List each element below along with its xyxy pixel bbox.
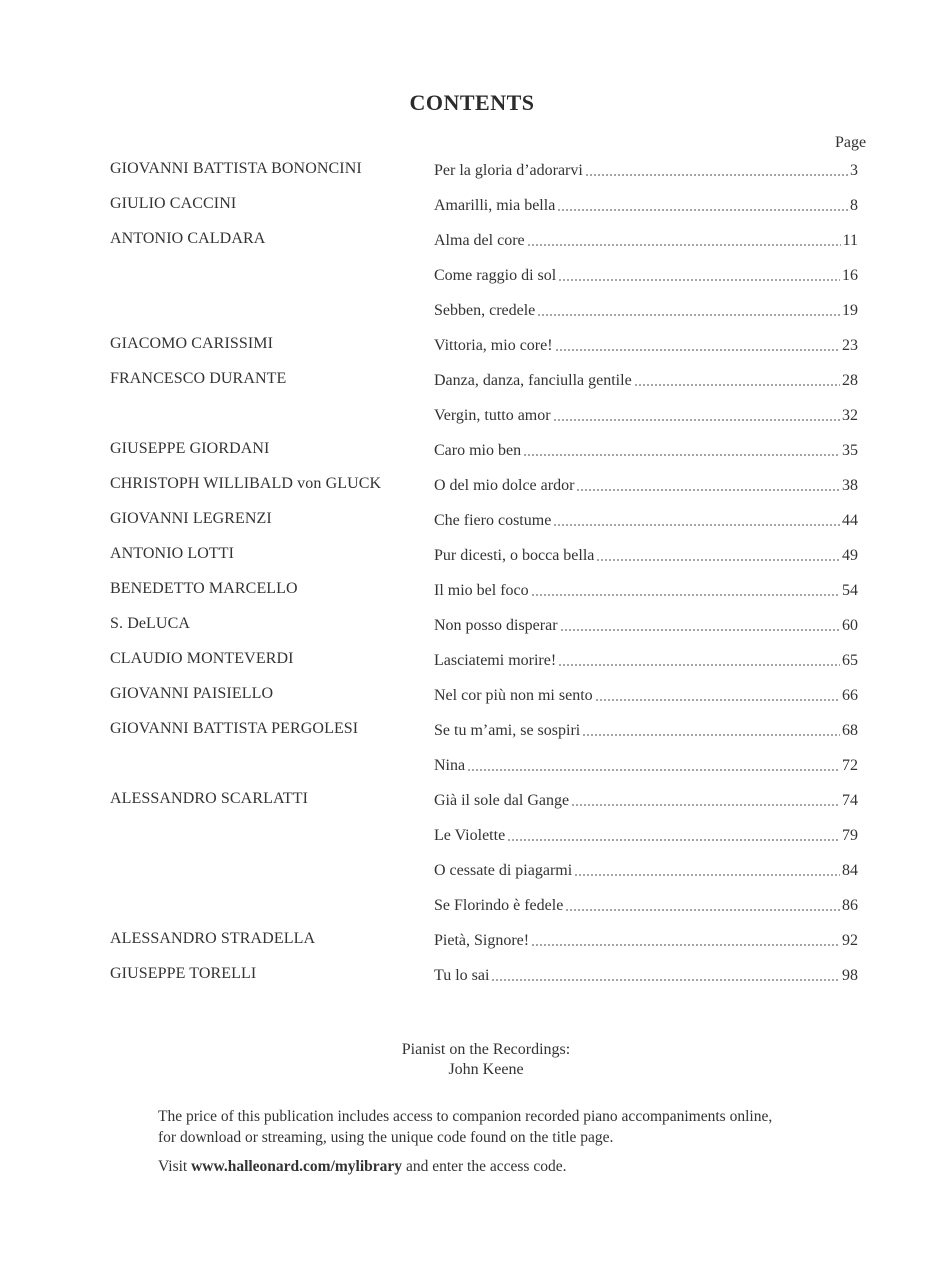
toc-entry <box>434 300 858 320</box>
page-number: 65 <box>842 652 858 669</box>
leader-dots <box>555 349 840 351</box>
composer-name: ALESSANDRO STRADELLA <box>110 930 316 947</box>
song-title: Il mio bel foco <box>434 582 529 599</box>
page-number: 23 <box>842 337 858 354</box>
composer-name: ANTONIO LOTTI <box>110 545 235 562</box>
visit-line <box>158 1158 566 1176</box>
song-title: Già il sole dal Gange <box>434 792 570 809</box>
song-title: O cessate di piagarmi <box>434 862 573 879</box>
toc-entry <box>434 545 858 565</box>
leader-dots <box>537 314 840 316</box>
leader-dots <box>553 524 840 526</box>
song-title: Se tu m’ami, se sospiri <box>434 722 581 739</box>
toc-entry <box>434 475 858 495</box>
toc-entry <box>434 860 858 880</box>
toc-entry <box>434 650 858 670</box>
leader-dots <box>585 174 848 176</box>
page-number: 92 <box>842 932 858 949</box>
visit-prefix: Visit <box>158 1158 192 1175</box>
leader-dots <box>560 629 840 631</box>
song-title: Nel cor più non mi sento <box>434 687 593 704</box>
leader-dots <box>527 244 841 246</box>
leader-dots <box>574 874 840 876</box>
toc-entry <box>434 370 858 390</box>
leader-dots <box>576 489 840 491</box>
leader-dots <box>571 804 840 806</box>
song-title: Sebben, credele <box>434 302 536 319</box>
composer-name: GIUSEPPE TORELLI <box>110 965 257 982</box>
composer-name: BENEDETTO MARCELLO <box>110 580 298 597</box>
composer-name: GIOVANNI LEGRENZI <box>110 510 272 527</box>
composer-name: ALESSANDRO SCARLATTI <box>110 790 309 807</box>
composer-name: CLAUDIO MONTEVERDI <box>110 650 294 667</box>
leader-dots <box>595 699 840 701</box>
page-number: 54 <box>842 582 858 599</box>
access-note-line: for download or streaming, using the unique code found on the title page. <box>158 1129 614 1146</box>
page-number: 66 <box>842 687 858 704</box>
composer-name: GIOVANNI BATTISTA BONONCINI <box>110 160 362 177</box>
composer-name: ANTONIO CALDARA <box>110 230 266 247</box>
page-number: 72 <box>842 757 858 774</box>
page-number: 38 <box>842 477 858 494</box>
pianist-label: Pianist on the Recordings: <box>401 1041 571 1058</box>
toc-entry <box>434 440 858 460</box>
composer-name: GIOVANNI BATTISTA PERGOLESI <box>110 720 359 737</box>
song-title: O del mio dolce ardor <box>434 477 575 494</box>
access-note <box>158 1106 858 1148</box>
composer-name: GIULIO CACCINI <box>110 195 237 212</box>
leader-dots <box>596 559 840 561</box>
page-number: 98 <box>842 967 858 984</box>
composer-name: CHRISTOPH WILLIBALD von GLUCK <box>110 475 382 492</box>
page-number: 19 <box>842 302 858 319</box>
access-note-line: The price of this publication includes access to companion recorded piano accompaniments online, <box>158 1108 773 1125</box>
toc-entry <box>434 230 858 250</box>
page-number: 3 <box>850 162 858 179</box>
composer-name: GIUSEPPE GIORDANI <box>110 440 270 457</box>
leader-dots <box>558 664 840 666</box>
page-number: 11 <box>842 232 858 249</box>
leader-dots <box>507 839 840 841</box>
pianist-name: John Keene <box>448 1061 524 1078</box>
leader-dots <box>582 734 840 736</box>
leader-dots <box>553 419 840 421</box>
composer-name: GIOVANNI PAISIELLO <box>110 685 274 702</box>
leader-dots <box>467 769 840 771</box>
leader-dots <box>565 909 840 911</box>
page-number: 68 <box>842 722 858 739</box>
toc-entry <box>434 195 858 215</box>
page-number: 84 <box>842 862 858 879</box>
song-title: Amarilli, mia bella <box>434 197 556 214</box>
song-title: Alma del core <box>434 232 525 249</box>
library-url[interactable]: www.halleonard.com/mylibrary <box>191 1158 403 1175</box>
page-number: 60 <box>842 617 858 634</box>
page-number: 28 <box>842 372 858 389</box>
toc-entry <box>434 930 858 950</box>
page-number: 35 <box>842 442 858 459</box>
song-title: Lasciatemi morire! <box>434 652 557 669</box>
toc-entry <box>434 720 858 740</box>
toc-entry <box>434 510 858 530</box>
toc-entry <box>434 615 858 635</box>
page-number: 44 <box>842 512 858 529</box>
toc-entry <box>434 790 858 810</box>
page-number: 86 <box>842 897 858 914</box>
song-title: Le Violette <box>434 827 506 844</box>
song-title: Come raggio di sol <box>434 267 557 284</box>
song-title: Se Florindo è fedele <box>434 897 564 914</box>
song-title: Tu lo sai <box>434 967 490 984</box>
toc-entry <box>434 580 858 600</box>
page-number: 79 <box>842 827 858 844</box>
leader-dots <box>523 454 840 456</box>
page-number: 49 <box>842 547 858 564</box>
leader-dots <box>558 279 840 281</box>
page-number: 8 <box>850 197 858 214</box>
composer-name: GIACOMO CARISSIMI <box>110 335 274 352</box>
song-title: Vittoria, mio core! <box>434 337 553 354</box>
toc-entry <box>434 335 858 355</box>
leader-dots <box>491 979 840 981</box>
toc-entry <box>434 405 858 425</box>
page-number: 74 <box>842 792 858 809</box>
composer-name: S. DeLUCA <box>110 615 191 632</box>
leader-dots <box>634 384 840 386</box>
toc-entry <box>434 755 858 775</box>
song-title: Caro mio ben <box>434 442 522 459</box>
pianist-credit <box>0 1040 944 1080</box>
leader-dots <box>531 944 840 946</box>
page-title: CONTENTS <box>409 90 535 115</box>
page-number: 32 <box>842 407 858 424</box>
toc-entry <box>434 160 858 180</box>
page-number: 16 <box>842 267 858 284</box>
leader-dots <box>531 594 840 596</box>
toc-entry <box>434 265 858 285</box>
toc-entry <box>434 825 858 845</box>
song-title: Pur dicesti, o bocca bella <box>434 547 595 564</box>
song-title: Che fiero costume <box>434 512 552 529</box>
composer-name: FRANCESCO DURANTE <box>110 370 287 387</box>
toc-entry <box>434 685 858 705</box>
page-column-header: Page <box>835 134 867 151</box>
visit-suffix: and enter the access code. <box>402 1158 567 1175</box>
song-title: Per la gloria d’adorarvi <box>434 162 583 179</box>
toc-entry <box>434 965 858 985</box>
song-title: Danza, danza, fanciulla gentile <box>434 372 632 389</box>
toc-entry <box>434 895 858 915</box>
song-title: Nina <box>434 757 466 774</box>
song-title: Pietà, Signore! <box>434 932 530 949</box>
song-title: Vergin, tutto amor <box>434 407 551 424</box>
leader-dots <box>557 209 848 211</box>
song-title: Non posso disperar <box>434 617 558 634</box>
